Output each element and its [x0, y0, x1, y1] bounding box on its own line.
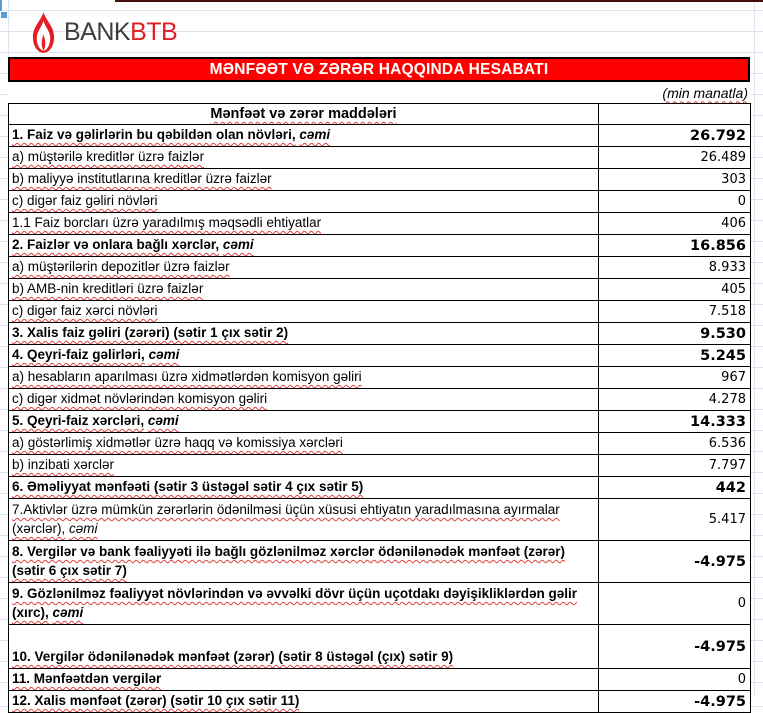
bank-logo-text	[64, 17, 178, 46]
table-row	[9, 235, 751, 257]
table-row	[9, 411, 751, 433]
row-label-cell[interactable]	[9, 191, 599, 213]
row-label: 12. Xalis mənfəət (zərər) (sətir 10 çıx sətir 11)	[12, 693, 300, 708]
row-label: c) digər faiz xərci növləri	[12, 303, 158, 318]
row-value-cell[interactable]	[599, 125, 751, 147]
row-label-cell[interactable]	[9, 455, 599, 477]
table-row	[9, 213, 751, 235]
row-label-cell[interactable]	[9, 411, 599, 433]
row-value: 406	[721, 216, 746, 231]
row-value: 26.792	[690, 127, 746, 144]
row-value-cell[interactable]	[599, 367, 751, 389]
row-value-cell[interactable]	[599, 279, 751, 301]
row-label: 1. Faiz və gəlirlərin bu qəbildən olan növləri,	[12, 127, 296, 142]
row-label: a) hesabların aparılması üzrə xidmətlərdən komisyon gəliri	[12, 369, 362, 384]
row-label: 11. Mənfəətdən vergilər	[12, 671, 162, 686]
row-label: 5. Qeyri-faiz xərcləri,	[12, 413, 145, 428]
row-label: 8. Vergilər və bank fəaliyyəti ilə bağlı gözlənilməz xərclər ödənilənədək mənfəət (zərər) (sətir 6 çıx sətir 7)	[12, 544, 565, 578]
row-value-cell[interactable]	[599, 389, 751, 411]
table-row	[9, 257, 751, 279]
table-row	[9, 345, 751, 367]
row-value-cell[interactable]	[599, 345, 751, 367]
units-note-text: (min manatla)	[662, 84, 748, 101]
profit-loss-table-body	[9, 125, 751, 713]
row-label-cell[interactable]	[9, 367, 599, 389]
row-label: 9. Gözlənilməz fəaliyyət növlərindən və əvvəlki dövr üçün uçotdakı dəyişikliklərdən gəlir (xırc),	[12, 586, 577, 620]
row-value-cell[interactable]	[599, 301, 751, 323]
profit-loss-table	[8, 103, 751, 713]
row-value: 0	[737, 194, 746, 209]
row-value: 5.417	[708, 512, 746, 527]
units-note	[8, 83, 750, 102]
value-column-header[interactable]	[599, 104, 751, 125]
row-label-cell[interactable]	[9, 125, 599, 147]
table-row	[9, 323, 751, 345]
row-value-cell[interactable]	[599, 235, 751, 257]
table-row	[9, 433, 751, 455]
report-title: MƏNFƏƏT VƏ ZƏRƏR HAQQINDA HESABATI	[209, 60, 549, 78]
row-value: 16.856	[690, 237, 746, 254]
row-value-cell[interactable]	[599, 625, 751, 669]
row-label-cell[interactable]	[9, 389, 599, 411]
row-label: 2. Faizlər və onlara bağlı xərclər,	[12, 237, 220, 252]
row-label: 7.Aktivlər üzrə mümkün zərərlərin ödənilməsi üçün xüsusi ehtiyatın yaradılmasına ayırmalar (xərclər),	[12, 502, 560, 536]
row-value-cell[interactable]	[599, 169, 751, 191]
row-label: b) maliyyə institutlarına kreditlər üzrə faizlər	[12, 171, 272, 186]
items-column-header-label: Mənfəət və zərər maddələri	[210, 106, 397, 122]
table-row	[9, 669, 751, 691]
row-label-italic-suffix: cəmi	[69, 521, 98, 536]
row-value: 9.530	[700, 325, 746, 342]
table-row	[9, 279, 751, 301]
table-row	[9, 455, 751, 477]
table-row	[9, 389, 751, 411]
cell-selection-handle[interactable]	[0, 11, 8, 19]
table-row	[9, 477, 751, 499]
row-label: 6. Əməliyyat mənfəəti (sətir 3 üstəgəl sətir 4 çıx sətir 5)	[12, 479, 364, 494]
row-label: a) göstərlimiş xidmətlər üzrə haqq və komissiya xərcləri	[12, 435, 343, 450]
row-label-cell[interactable]	[9, 257, 599, 279]
table-row	[9, 583, 751, 625]
row-label: c) digər xidmət növlərindən komisyon gəliri	[12, 391, 268, 406]
row-label-cell[interactable]	[9, 235, 599, 257]
row-value-cell[interactable]	[599, 583, 751, 625]
bank-flame-icon	[30, 11, 57, 54]
table-row	[9, 367, 751, 389]
row-label-cell[interactable]	[9, 477, 599, 499]
row-value-cell[interactable]	[599, 499, 751, 541]
row-value-cell[interactable]	[599, 191, 751, 213]
row-value: -4.975	[694, 693, 746, 710]
table-row	[9, 541, 751, 583]
items-column-header[interactable]	[9, 104, 599, 125]
row-value-cell[interactable]	[599, 147, 751, 169]
row-label: b) AMB-nin kreditləri üzrə faizlər	[12, 281, 204, 296]
row-label-cell[interactable]	[9, 499, 599, 541]
table-row	[9, 625, 751, 669]
row-value-cell[interactable]	[599, 477, 751, 499]
row-value: 5.245	[700, 347, 746, 364]
row-label-cell[interactable]	[9, 345, 599, 367]
report-title-banner	[8, 57, 750, 82]
table-row	[9, 301, 751, 323]
row-label: c) digər faiz gəliri növləri	[12, 193, 158, 208]
table-row	[9, 169, 751, 191]
row-label-italic-suffix: cəmi	[147, 413, 179, 428]
table-row	[9, 691, 751, 713]
row-label-cell[interactable]	[9, 583, 599, 625]
row-value: 26.489	[700, 150, 746, 165]
row-label-cell[interactable]	[9, 323, 599, 345]
table-row	[9, 499, 751, 541]
row-label-cell[interactable]	[9, 625, 599, 669]
row-value: 7.797	[708, 458, 746, 473]
row-label: 10. Vergilər ödənilənədək mənfəət (zərər) (sətir 8 üstəgəl (çıx) sətir 9)	[12, 649, 454, 664]
row-value-cell[interactable]	[599, 455, 751, 477]
bank-logo	[30, 10, 177, 54]
row-label-italic-suffix: cəmi	[148, 347, 180, 362]
row-value: 442	[715, 479, 746, 496]
table-row	[9, 125, 751, 147]
row-value: 967	[721, 370, 746, 385]
row-label-cell[interactable]	[9, 669, 599, 691]
row-label-cell[interactable]	[9, 301, 599, 323]
row-value: 14.333	[690, 413, 746, 430]
row-value-cell[interactable]	[599, 433, 751, 455]
row-value-cell[interactable]	[599, 541, 751, 583]
row-value-cell[interactable]	[599, 323, 751, 345]
table-header-row	[9, 104, 751, 125]
row-label: b) inzibati xərclər	[12, 457, 115, 472]
row-label-italic-suffix: cəmi	[52, 605, 84, 620]
row-label-italic-suffix: cəmi	[222, 237, 254, 252]
row-value: -4.975	[694, 638, 746, 655]
row-value: 8.933	[708, 260, 746, 275]
row-label-cell[interactable]	[9, 147, 599, 169]
table-row	[9, 147, 751, 169]
row-label-cell[interactable]	[9, 541, 599, 583]
top-border-line	[115, 0, 763, 2]
table-row	[9, 191, 751, 213]
row-label: 4. Qeyri-faiz gəlirləri,	[12, 347, 145, 362]
row-value: 6.536	[708, 436, 746, 451]
row-label: 1.1 Faiz borcları üzrə yaradılmış məqsədli ehtiyatlar	[12, 215, 322, 230]
bank-logo-primary: BANK	[64, 17, 131, 46]
row-value: 0	[737, 672, 746, 687]
row-value-cell[interactable]	[599, 691, 751, 713]
row-value-cell[interactable]	[599, 411, 751, 433]
row-value-cell[interactable]	[599, 669, 751, 691]
row-label-cell[interactable]	[9, 691, 599, 713]
row-value-cell[interactable]	[599, 213, 751, 235]
row-label-cell[interactable]	[9, 279, 599, 301]
row-value: 7.518	[708, 304, 746, 319]
row-label-italic-suffix: cəmi	[299, 127, 331, 142]
row-label-cell[interactable]	[9, 169, 599, 191]
row-label: a) müştərilə kreditlər üzrə faizlər	[12, 149, 205, 164]
row-value-cell[interactable]	[599, 257, 751, 279]
row-value: 405	[721, 282, 746, 297]
row-label-cell[interactable]	[9, 433, 599, 455]
row-label: 3. Xalis faiz gəliri (zərəri) (sətir 1 çıx sətir 2)	[12, 325, 289, 340]
row-label: a) müştərilərin depozitlər üzrə faizlər	[12, 259, 230, 274]
row-value: 4.278	[708, 392, 746, 407]
row-value: 0	[737, 596, 746, 611]
gridline-vertical	[754, 0, 755, 696]
row-value: 303	[721, 172, 746, 187]
bank-logo-accent: BTB	[130, 17, 178, 46]
row-value: -4.975	[694, 553, 746, 570]
row-label-cell[interactable]	[9, 213, 599, 235]
